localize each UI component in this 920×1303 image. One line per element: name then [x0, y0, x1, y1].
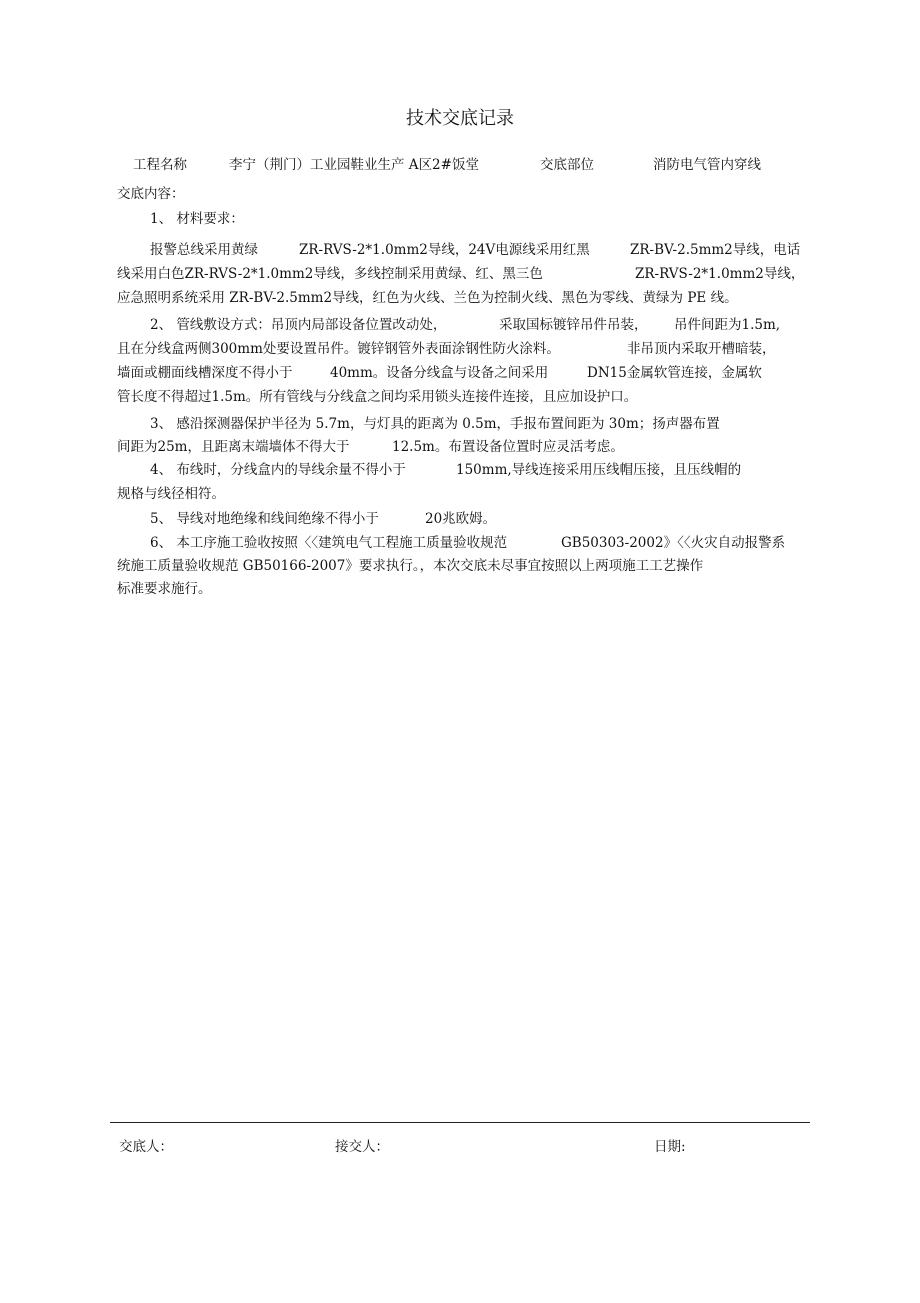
item1-line3: 应急照明系统采用 ZR-BV-2.5mm2导线，红色为火线、兰色为控制火线、黑色为零线、黄绿为 PE 线。 [117, 290, 738, 306]
item2-line2-seg1: 且在分线盒两侧300mm处要设置吊件。镀锌钢管外表面涂钢性防火涂料。 [117, 341, 560, 357]
item2-line3-seg1: 墙面或棚面线槽深度不得小于 [117, 365, 293, 381]
item5-line1-seg1: 5、 导线对地绝缘和线间绝缘不得小于 [150, 511, 379, 527]
handover-location-value: 消防电气管内穿线 [653, 157, 761, 173]
project-name-label: 工程名称 [133, 157, 187, 173]
item3-line2-seg2: 12.5m。布置设备位置时应灵活考虑。 [392, 439, 624, 455]
handover-giver-label: 交底人： [119, 1139, 173, 1155]
item6-line3: 标准要求施行。 [117, 581, 212, 597]
item1-line1-seg2: ZR-RVS-2*1.0mm2导线，24V电源线采用红黑 [299, 242, 590, 258]
footer-divider [110, 1122, 810, 1123]
item3-line1: 3、 感沿探测器保护半径为 5.7m，与灯具的距离为 0.5m，手报布置间距为 30m；扬声器布置 [150, 416, 720, 432]
item2-line1-seg3: 吊件间距为1.5m, [674, 317, 781, 333]
date-label: 日期: [654, 1139, 686, 1155]
item1-line1-seg1: 报警总线采用黄绿 [150, 242, 258, 258]
handover-location-label: 交底部位 [540, 157, 594, 173]
item2-line1-seg1: 2、 管线敷设方式：吊顶内局部设备位置改动处， [150, 317, 447, 333]
item4-line1-seg1: 4、 布线时，分线盒内的导线余量不得小于 [150, 462, 406, 478]
item1-line1-seg3: ZR-BV-2.5mm2导线，电话 [630, 242, 801, 258]
project-name-value: 李宁（荆门）工业园鞋业生产 A区2#饭堂 [229, 157, 479, 173]
item4-line2: 规格与线径相符。 [117, 486, 225, 502]
item6-line1-seg2: GB50303-2002》〈〈火灾自动报警系 [561, 535, 786, 551]
item4-line1-seg2: 150mm,导线连接采用压线帽压接，且压线帽的 [456, 462, 742, 478]
item5-line1-seg2: 20兆欧姆。 [425, 511, 497, 527]
item2-line3-seg2: 40mm。设备分线盒与设备之间采用 [330, 365, 549, 381]
item1-heading: 1、 材料要求： [150, 211, 244, 227]
item1-line2-seg2: ZR-RVS-2*1.0mm2导线， [635, 266, 805, 282]
item2-line4: 管长度不得超过1.5m。所有管线与分线盒之间均采用锁头连接件连接，且应加设护口。 [117, 389, 638, 405]
item3-line2-seg1: 间距为25m，且距离末端墙体不得大于 [117, 439, 350, 455]
item2-line1-seg2: 采取国标镀锌吊件吊装， [499, 317, 648, 333]
document-title: 技术交底记录 [406, 108, 514, 129]
handover-receiver-label: 接交人： [335, 1139, 389, 1155]
item1-line2-seg1: 线采用白色ZR-RVS-2*1.0mm2导线，多线控制采用黄绿、红、黑三色 [117, 266, 543, 282]
item2-line3-seg3: DN15金属软管连接，金属软 [587, 365, 762, 381]
item2-line2-seg2: 非吊顶内采取开槽暗装， [627, 341, 776, 357]
content-label: 交底内容： [117, 186, 185, 202]
item6-line2: 统施工质量验收规范 GB50166-2007》要求执行。，本次交底未尽事宜按照以上两项施工工艺操作 [117, 558, 704, 574]
item6-line1-seg1: 6、 本工序施工验收按照〈〈建筑电气工程施工质量验收规范 [150, 535, 508, 551]
